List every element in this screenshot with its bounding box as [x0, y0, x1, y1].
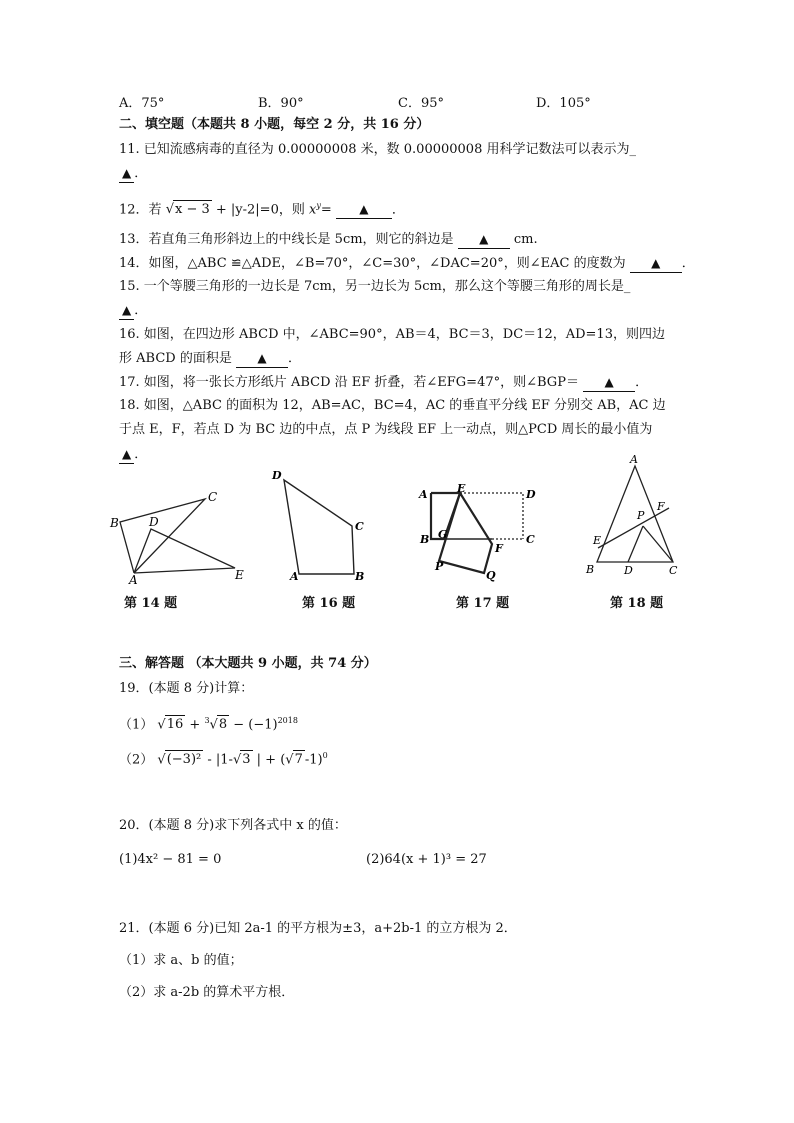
caption-figure-17: 第 17 题 — [456, 596, 510, 611]
fig17-fold-line — [460, 493, 492, 544]
fig14-triangle-abc — [120, 499, 205, 573]
question-20-part2: (2)64(x + 1)³ = 27 — [366, 852, 487, 867]
fig18-label-p: P — [637, 509, 645, 522]
question-21-title: 21．(本题 6 分)已知 2a-1 的平方根为±3，a+2b-1 的立方根为 2． — [119, 921, 517, 936]
question-15-answer: ▲ ． — [119, 301, 147, 320]
fig17-label-b: B — [420, 533, 430, 546]
fig14-label-b: B — [110, 516, 119, 530]
choice-b: B．90° — [258, 96, 304, 111]
fig18-label-d: D — [624, 564, 633, 577]
fig17-label-g: G — [438, 528, 448, 541]
question-18-answer: ▲ ． — [119, 445, 147, 464]
fig18-line-ef — [598, 508, 669, 548]
question-16-line2: 形 ABCD 的面积是 ▲ ． — [119, 351, 301, 366]
fig16-label-a: A — [290, 570, 299, 583]
question-18-line2: 于点 E，F，若点 D 为 BC 边的中点，点 P 为线段 EF 上一动点，则△PCD 周长的最小值为 — [119, 422, 653, 437]
fig17-label-f: F — [495, 542, 503, 555]
question-18-line1: 18. 如图，△ABC 的面积为 12，AB=AC，BC=4，AC 的垂直平分线 EF 分别交 AB，AC 边 — [119, 398, 666, 413]
question-19-title: 19．(本题 8 分)计算： — [119, 681, 254, 696]
choice-a: A．75° — [119, 96, 165, 111]
choice-c: C．95° — [398, 96, 444, 111]
caption-figure-14: 第 14 题 — [124, 596, 178, 611]
question-11: 11. 已知流感病毒的直径为 0.00000008 米，数 0.00000008 用科学记数法可以表示为_ — [119, 142, 636, 157]
fig17-dotted-top — [460, 493, 523, 539]
fig18-seg-pc — [643, 526, 673, 562]
fig17-label-p: P — [435, 560, 444, 573]
question-20-part1: (1)4x² − 81 = 0 — [119, 852, 222, 867]
question-21-part2: （2）求 a-2b 的算术平方根． — [119, 985, 295, 1000]
fig18-label-e: E — [593, 534, 602, 547]
fig16-label-b: B — [355, 570, 365, 583]
fig14-label-d: D — [149, 515, 159, 529]
fig17-label-q: Q — [486, 569, 496, 582]
fig17-label-d: D — [526, 488, 536, 501]
question-11-answer: ▲ ． — [119, 164, 147, 183]
figure-18 — [583, 452, 693, 582]
fig18-label-a: A — [630, 453, 638, 466]
figure-14 — [105, 485, 255, 585]
question-16-line1: 16. 如图，在四边形 ABCD 中，∠ABC=90°，AB＝4，BC＝3，DC＝12，AD=13，则四边 — [119, 327, 665, 342]
question-17: 17. 如图，将一张长方形纸片 ABCD 沿 EF 折叠，若∠EFG=47°，则∠BGP＝ ▲ ． — [119, 375, 649, 390]
fig16-label-d: D — [272, 469, 282, 482]
fig18-label-c: C — [669, 564, 678, 577]
figure-16 — [265, 466, 375, 586]
caption-figure-16: 第 16 题 — [302, 596, 356, 611]
question-12: 12．若 √x − 3 + |y-2|=0，则 $x^y=$ ▲ ． — [119, 201, 405, 218]
question-19-part1: （1） $√16 + ^3√8 - (-1)^{2018}$ — [119, 716, 298, 733]
fig17-label-c: C — [526, 533, 535, 546]
choice-d: D．105° — [536, 96, 591, 111]
fig14-label-c: C — [208, 490, 218, 504]
fig14-triangle-ade — [134, 529, 235, 573]
fig16-label-c: C — [355, 520, 364, 533]
fig16-quadrilateral — [284, 480, 354, 574]
fig17-label-e: E — [457, 482, 466, 495]
fig17-label-a: A — [419, 488, 428, 501]
fig18-label-b: B — [586, 563, 595, 576]
fig18-seg-pd — [628, 526, 643, 562]
question-13: 13．若直角三角形斜边上的中线长是 5cm，则它的斜边是 ▲ cm. — [119, 232, 538, 247]
section-3-title: 三、解答题 （本大题共 9 小题，共 74 分） — [119, 656, 377, 671]
fig14-label-a: A — [129, 573, 138, 585]
question-15: 15. 一个等腰三角形的一边长是 7cm，另一边长为 5cm，那么这个等腰三角形的周长是_ — [119, 279, 631, 294]
caption-figure-18: 第 18 题 — [610, 596, 664, 611]
question-14: 14．如图，△ABC ≌△ADE，∠B=70°，∠C=30°，∠DAC=20°，则∠EAC 的度数为 ▲ ． — [119, 256, 695, 271]
question-20-title: 20．(本题 8 分)求下列各式中 x 的值： — [119, 818, 347, 833]
question-21-part1: （1）求 a、b 的值； — [119, 953, 243, 968]
question-19-part2: （2） √(−3)² - |1-√3 | + (√7 -1)$^0$ — [119, 751, 328, 768]
fig14-label-e: E — [235, 568, 244, 582]
section-2-title: 二、填空题（本题共 8 小题，每空 2 分，共 16 分） — [119, 117, 430, 132]
figure-17 — [415, 482, 545, 582]
fig18-label-f: F — [657, 500, 665, 513]
